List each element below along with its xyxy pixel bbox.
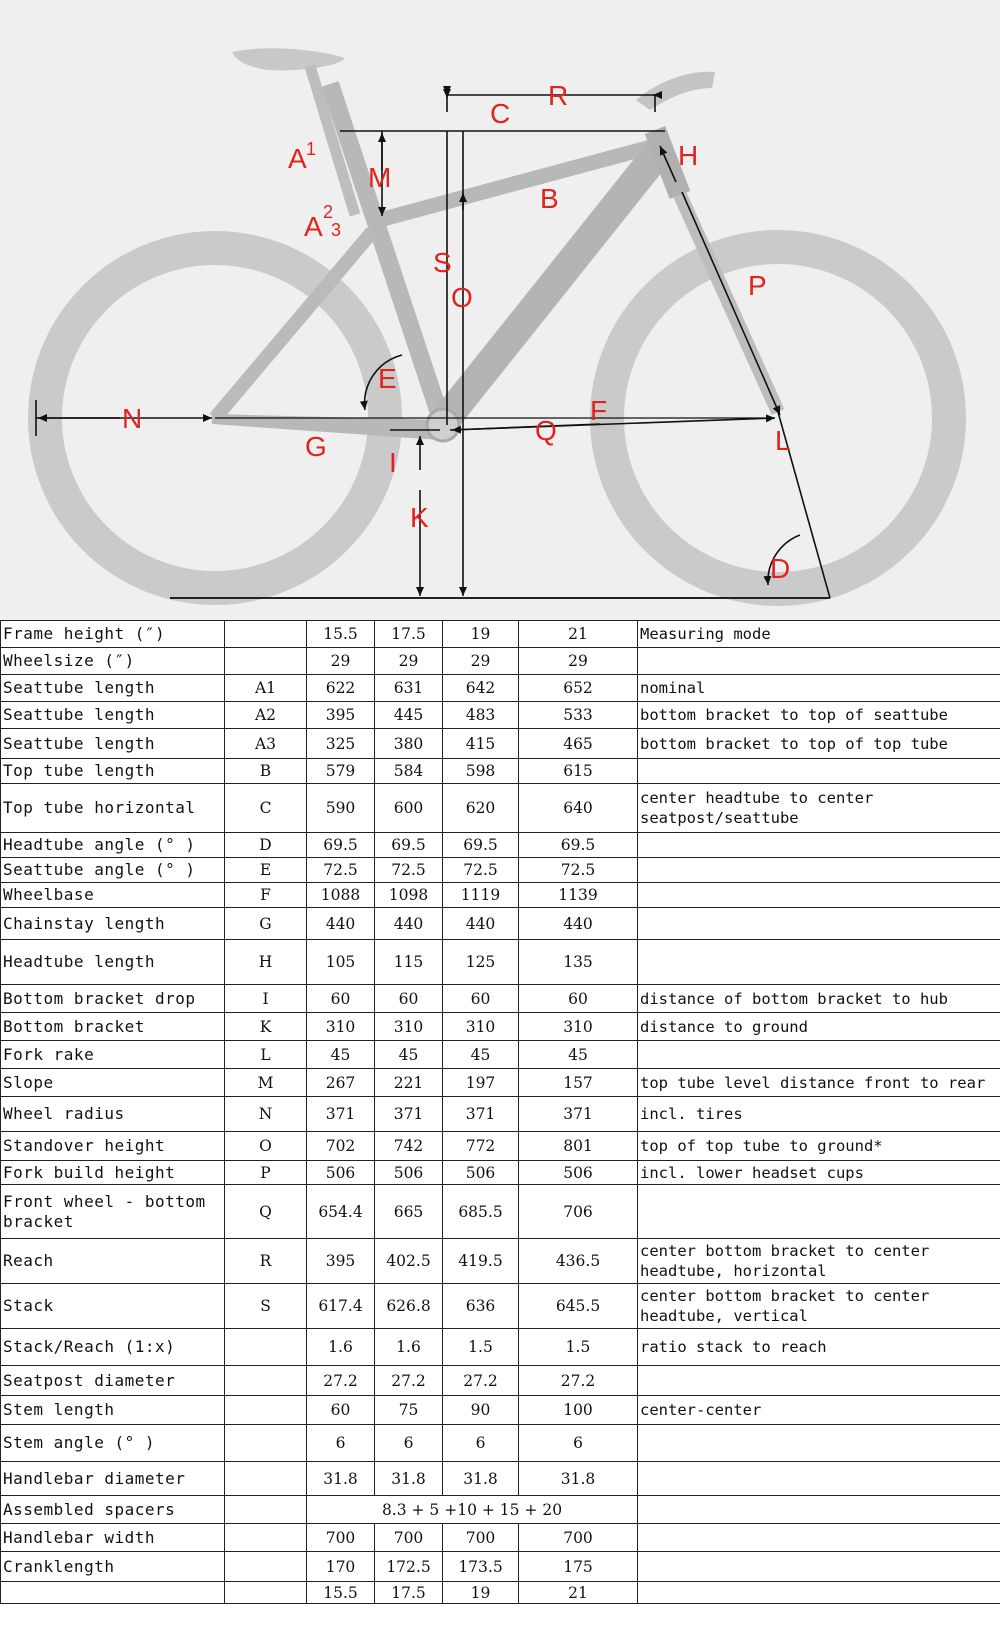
row-code-cell: S: [225, 1284, 307, 1329]
row-name-cell: Assembled spacers: [1, 1496, 225, 1524]
table-row: [1, 883, 1000, 908]
row-note-cell: distance to ground: [638, 1013, 1000, 1041]
size-value-cell: 415: [443, 729, 519, 759]
size-value-cell: 1.5: [443, 1329, 519, 1366]
row-name-cell: Seattube length: [1, 675, 225, 702]
table-row: [1, 729, 1000, 759]
label-G: G: [305, 431, 327, 462]
size-value-cell: 197: [443, 1069, 519, 1097]
size-value-cell: 636: [443, 1284, 519, 1329]
row-note-cell: [638, 833, 1000, 858]
row-name-cell: [1, 1582, 225, 1604]
table-row: [1, 1161, 1000, 1185]
row-name-cell: Front wheel - bottom bracket: [1, 1185, 225, 1239]
label-S: S: [433, 247, 452, 278]
bike-geometry-diagram: [0, 0, 1000, 620]
row-name-cell: Headtube length: [1, 940, 225, 985]
size-value-cell: 640: [519, 784, 638, 833]
size-value-cell: 72.5: [375, 858, 443, 883]
label-B: B: [540, 183, 559, 214]
size-value-cell: 436.5: [519, 1239, 638, 1284]
row-code-cell: C: [225, 784, 307, 833]
label-O: O: [451, 282, 473, 313]
row-name-cell: Seattube length: [1, 702, 225, 729]
size-value-cell: 1098: [375, 883, 443, 908]
table-row: [1, 1132, 1000, 1161]
size-value-cell: 1119: [443, 883, 519, 908]
label-A23: A: [304, 211, 323, 242]
size-value-cell: 1.5: [519, 1329, 638, 1366]
size-value-cell: 135: [519, 940, 638, 985]
size-value-cell: 1.6: [375, 1329, 443, 1366]
size-value-cell: 642: [443, 675, 519, 702]
row-note-cell: ratio stack to reach: [638, 1329, 1000, 1366]
size-value-cell: 652: [519, 675, 638, 702]
fork: [680, 195, 778, 412]
row-code-cell: [225, 621, 307, 648]
size-value-cell: 173.5: [443, 1552, 519, 1582]
size-value-cell: 17.5: [375, 621, 443, 648]
row-name-cell: Stack: [1, 1284, 225, 1329]
label-R: R: [548, 80, 569, 111]
size-value-cell: 631: [375, 675, 443, 702]
row-code-cell: Q: [225, 1185, 307, 1239]
table-row: [1, 1462, 1000, 1496]
row-note-cell: [638, 1041, 1000, 1069]
row-name-cell: Standover height: [1, 1132, 225, 1161]
size-value-cell: 579: [307, 759, 375, 784]
size-value-cell: 685.5: [443, 1185, 519, 1239]
size-value-cell: 371: [375, 1097, 443, 1132]
bike-geometry-svg: [0, 0, 1000, 620]
label-N: N: [122, 403, 143, 434]
size-value-cell: 267: [307, 1069, 375, 1097]
size-value-cell: 221: [375, 1069, 443, 1097]
row-note-cell: [638, 648, 1000, 675]
table-row: [1, 1284, 1000, 1329]
row-code-cell: A1: [225, 675, 307, 702]
row-code-cell: D: [225, 833, 307, 858]
label-D: D: [770, 553, 791, 584]
size-value-cell: 1088: [307, 883, 375, 908]
size-value-cell: 17.5: [375, 1582, 443, 1604]
row-code-cell: A3: [225, 729, 307, 759]
row-note-cell: [638, 1496, 1000, 1524]
handlebar: [636, 72, 715, 110]
size-value-cell: 6: [307, 1425, 375, 1462]
row-note-cell: [638, 1185, 1000, 1239]
size-value-cell: 6: [443, 1425, 519, 1462]
size-value-cell: 125: [443, 940, 519, 985]
size-value-cell: 31.8: [443, 1462, 519, 1496]
row-note-cell: center headtube to center seatpost/seattube: [638, 784, 1000, 833]
row-name-cell: Slope: [1, 1069, 225, 1097]
table-row: [1, 621, 1000, 648]
row-note-cell: [638, 940, 1000, 985]
row-code-cell: [225, 1396, 307, 1425]
size-value-cell: 29: [519, 648, 638, 675]
row-name-cell: Wheelsize (″): [1, 648, 225, 675]
label-A1: A: [288, 143, 307, 174]
label-A23-sup: 2: [323, 202, 334, 222]
table-row: [1, 940, 1000, 985]
row-note-cell: [638, 1552, 1000, 1582]
size-value-cell: 21: [519, 621, 638, 648]
size-value-cell: 665: [375, 1185, 443, 1239]
size-value-cell: 598: [443, 759, 519, 784]
size-value-cell: 6: [519, 1425, 638, 1462]
size-value-cell: 72.5: [307, 858, 375, 883]
row-note-cell: center-center: [638, 1396, 1000, 1425]
table-row: [1, 1329, 1000, 1366]
size-value-cell: 700: [519, 1524, 638, 1552]
size-value-cell: 706: [519, 1185, 638, 1239]
row-note-cell: bottom bracket to top of seattube: [638, 702, 1000, 729]
size-value-cell: 72.5: [519, 858, 638, 883]
label-L: L: [775, 425, 791, 456]
table-row: [1, 985, 1000, 1013]
table-row: [1, 1185, 1000, 1239]
row-note-cell: [638, 858, 1000, 883]
table-row: [1, 1366, 1000, 1396]
row-note-cell: [638, 759, 1000, 784]
row-name-cell: Top tube length: [1, 759, 225, 784]
row-note-cell: incl. lower headset cups: [638, 1161, 1000, 1185]
size-value-cell: 45: [519, 1041, 638, 1069]
size-value-cell: 310: [307, 1013, 375, 1041]
label-K: K: [410, 502, 429, 533]
size-value-cell: 700: [375, 1524, 443, 1552]
row-code-cell: K: [225, 1013, 307, 1041]
row-code-cell: L: [225, 1041, 307, 1069]
row-code-cell: [225, 1366, 307, 1396]
size-value-cell: 371: [519, 1097, 638, 1132]
row-note-cell: [638, 1366, 1000, 1396]
row-note-cell: [638, 1582, 1000, 1604]
row-name-cell: Stack/Reach (1:x): [1, 1329, 225, 1366]
size-value-cell: 371: [443, 1097, 519, 1132]
size-value-cell: 90: [443, 1396, 519, 1425]
size-value-cell: 622: [307, 675, 375, 702]
row-note-cell: nominal: [638, 675, 1000, 702]
size-value-cell: 15.5: [307, 621, 375, 648]
size-value-cell: 19: [443, 621, 519, 648]
row-name-cell: Stem angle (° ): [1, 1425, 225, 1462]
size-value-cell: 69.5: [519, 833, 638, 858]
size-value-cell: 45: [307, 1041, 375, 1069]
size-value-cell: 1139: [519, 883, 638, 908]
row-code-cell: F: [225, 883, 307, 908]
table-row: [1, 1013, 1000, 1041]
row-name-cell: Seattube angle (° ): [1, 858, 225, 883]
size-value-cell: 27.2: [307, 1366, 375, 1396]
row-name-cell: Fork rake: [1, 1041, 225, 1069]
row-name-cell: Wheel radius: [1, 1097, 225, 1132]
size-value-cell: 15.5: [307, 1582, 375, 1604]
size-value-cell: 465: [519, 729, 638, 759]
size-value-cell: 700: [443, 1524, 519, 1552]
table-row: [1, 1069, 1000, 1097]
label-M: M: [368, 162, 392, 193]
size-value-cell: 395: [307, 702, 375, 729]
table-row: [1, 1582, 1000, 1604]
label-I: I: [389, 447, 397, 478]
table-row: [1, 702, 1000, 729]
row-note-cell: center bottom bracket to center headtube, horizontal: [638, 1239, 1000, 1284]
size-value-cell: 60: [519, 985, 638, 1013]
size-value-cell: 801: [519, 1132, 638, 1161]
row-note-cell: [638, 908, 1000, 940]
size-value-cell: 72.5: [443, 858, 519, 883]
size-value-cell: 60: [443, 985, 519, 1013]
row-note-cell: [638, 883, 1000, 908]
size-value-cell: 69.5: [307, 833, 375, 858]
size-value-cell: 69.5: [443, 833, 519, 858]
row-note-cell: Measuring mode: [638, 621, 1000, 648]
row-note-cell: bottom bracket to top of top tube: [638, 729, 1000, 759]
table-row: [1, 759, 1000, 784]
row-name-cell: Stem length: [1, 1396, 225, 1425]
size-value-cell: 440: [443, 908, 519, 940]
row-code-cell: O: [225, 1132, 307, 1161]
size-value-cell: 371: [307, 1097, 375, 1132]
label-E: E: [378, 363, 397, 394]
row-name-cell: Bottom bracket: [1, 1013, 225, 1041]
bottom-bracket: [427, 409, 459, 441]
size-value-cell: 483: [443, 702, 519, 729]
row-name-cell: Wheelbase: [1, 883, 225, 908]
row-note-cell: top of top tube to ground*: [638, 1132, 1000, 1161]
table-row: [1, 648, 1000, 675]
row-code-cell: A2: [225, 702, 307, 729]
table-row: [1, 1097, 1000, 1132]
size-value-cell: 29: [307, 648, 375, 675]
size-value-cell: 325: [307, 729, 375, 759]
row-note-cell: incl. tires: [638, 1097, 1000, 1132]
row-name-cell: Fork build height: [1, 1161, 225, 1185]
row-note-cell: center bottom bracket to center headtube, vertical: [638, 1284, 1000, 1329]
table-row: [1, 1396, 1000, 1425]
size-value-cell: 445: [375, 702, 443, 729]
row-code-cell: [225, 1496, 307, 1524]
table-row: [1, 1496, 1000, 1524]
size-value-cell: 645.5: [519, 1284, 638, 1329]
label-F: F: [590, 395, 608, 426]
size-value-cell: 310: [443, 1013, 519, 1041]
size-value-cell: 626.8: [375, 1284, 443, 1329]
row-note-cell: [638, 1462, 1000, 1496]
row-code-cell: G: [225, 908, 307, 940]
label-A23-sub: 3: [331, 220, 342, 240]
size-value-cell: 310: [375, 1013, 443, 1041]
table-row: [1, 1425, 1000, 1462]
size-value-cell: 31.8: [307, 1462, 375, 1496]
table-row: [1, 833, 1000, 858]
saddle: [232, 48, 345, 70]
size-value-cell: 395: [307, 1239, 375, 1284]
size-value-cell: 700: [307, 1524, 375, 1552]
label-A1-sub: 1: [306, 139, 317, 159]
size-value-cell: 60: [375, 985, 443, 1013]
size-value-cell: 29: [443, 648, 519, 675]
size-value-cell: 402.5: [375, 1239, 443, 1284]
row-code-cell: B: [225, 759, 307, 784]
size-value-cell: 533: [519, 702, 638, 729]
row-code-cell: P: [225, 1161, 307, 1185]
size-value-cell: 380: [375, 729, 443, 759]
row-code-cell: [225, 1462, 307, 1496]
size-value-cell: 60: [307, 1396, 375, 1425]
row-code-cell: M: [225, 1069, 307, 1097]
size-value-cell: 440: [307, 908, 375, 940]
size-value-cell: 69.5: [375, 833, 443, 858]
size-value-cell: 419.5: [443, 1239, 519, 1284]
row-name-cell: Handlebar width: [1, 1524, 225, 1552]
size-value-cell: 60: [307, 985, 375, 1013]
label-P: P: [748, 270, 767, 301]
table-row: [1, 1041, 1000, 1069]
size-value-cell: 19: [443, 1582, 519, 1604]
size-value-cell: 506: [519, 1161, 638, 1185]
size-value-cell: 172.5: [375, 1552, 443, 1582]
row-name-cell: Headtube angle (° ): [1, 833, 225, 858]
row-code-cell: [225, 1524, 307, 1552]
size-value-cell: 175: [519, 1552, 638, 1582]
row-code-cell: I: [225, 985, 307, 1013]
row-code-cell: [225, 1425, 307, 1462]
dimension-lines: [36, 95, 830, 598]
size-value-cell: 27.2: [375, 1366, 443, 1396]
size-value-cell: 584: [375, 759, 443, 784]
size-value-cell: 29: [375, 648, 443, 675]
size-value-cell: 617.4: [307, 1284, 375, 1329]
table-row: [1, 784, 1000, 833]
size-value-cell: 100: [519, 1396, 638, 1425]
row-name-cell: Reach: [1, 1239, 225, 1284]
table-row: [1, 1524, 1000, 1552]
table-row: [1, 1552, 1000, 1582]
size-value-cell: 75: [375, 1396, 443, 1425]
label-Q: Q: [535, 415, 557, 446]
row-name-cell: Cranklength: [1, 1552, 225, 1582]
size-value-cell: 105: [307, 940, 375, 985]
row-code-cell: N: [225, 1097, 307, 1132]
size-value-cell: 506: [375, 1161, 443, 1185]
size-value-cell: 45: [443, 1041, 519, 1069]
size-value-cell: 45: [375, 1041, 443, 1069]
size-value-cell: 21: [519, 1582, 638, 1604]
row-name-cell: Frame height (″): [1, 621, 225, 648]
size-value-cell: 590: [307, 784, 375, 833]
row-name-cell: Seattube length: [1, 729, 225, 759]
size-value-cell: 27.2: [519, 1366, 638, 1396]
size-value-cell: 772: [443, 1132, 519, 1161]
row-note-cell: [638, 1425, 1000, 1462]
size-value-cell: 440: [519, 908, 638, 940]
size-value-cell: 440: [375, 908, 443, 940]
row-code-cell: H: [225, 940, 307, 985]
table-row: [1, 1239, 1000, 1284]
size-value-cell: 654.4: [307, 1185, 375, 1239]
size-value-cell: 310: [519, 1013, 638, 1041]
table-row: [1, 858, 1000, 883]
row-note-cell: [638, 1524, 1000, 1552]
label-H: H: [678, 140, 699, 171]
size-value-cell: 506: [307, 1161, 375, 1185]
size-value-cell: 1.6: [307, 1329, 375, 1366]
label-C: C: [490, 98, 511, 129]
size-value-cell: 615: [519, 759, 638, 784]
row-code-cell: [225, 1582, 307, 1604]
geometry-table: [0, 620, 1000, 1604]
row-code-cell: [225, 648, 307, 675]
row-name-cell: Chainstay length: [1, 908, 225, 940]
row-code-cell: E: [225, 858, 307, 883]
row-code-cell: [225, 1329, 307, 1366]
row-note-cell: top tube level distance front to rear: [638, 1069, 1000, 1097]
size-value-cell: 115: [375, 940, 443, 985]
row-name-cell: Handlebar diameter: [1, 1462, 225, 1496]
size-value-cell: 27.2: [443, 1366, 519, 1396]
size-value-cell: 702: [307, 1132, 375, 1161]
row-name-cell: Seatpost diameter: [1, 1366, 225, 1396]
row-name-cell: Top tube horizontal: [1, 784, 225, 833]
row-name-cell: Bottom bracket drop: [1, 985, 225, 1013]
row-code-cell: [225, 1552, 307, 1582]
size-value-cell: 742: [375, 1132, 443, 1161]
size-value-cell: 620: [443, 784, 519, 833]
size-value-cell: 31.8: [375, 1462, 443, 1496]
size-value-cell: 157: [519, 1069, 638, 1097]
size-value-cell: 600: [375, 784, 443, 833]
size-value-cell: 31.8: [519, 1462, 638, 1496]
table-row: [1, 675, 1000, 702]
spacers-value-cell: 8.3 + 5 +10 + 15 + 20: [307, 1496, 638, 1524]
row-code-cell: R: [225, 1239, 307, 1284]
size-value-cell: 6: [375, 1425, 443, 1462]
size-value-cell: 170: [307, 1552, 375, 1582]
size-value-cell: 506: [443, 1161, 519, 1185]
row-note-cell: distance of bottom bracket to hub: [638, 985, 1000, 1013]
table-row: [1, 908, 1000, 940]
